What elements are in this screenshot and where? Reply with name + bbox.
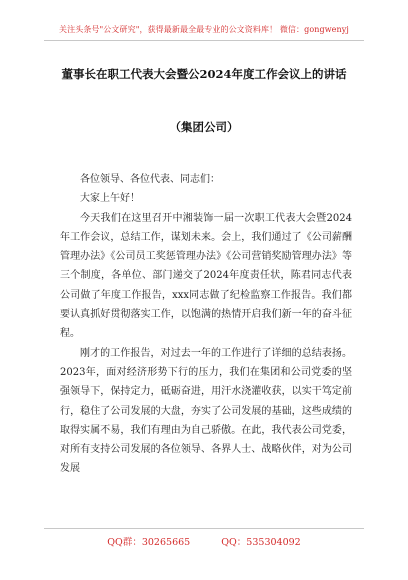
paragraph-greeting: 大家上午好！ — [80, 193, 140, 205]
paragraph-meeting-summary: 今天我们在这里召开中湘装饰一届一次职工代表大会暨2024年工作会议，总结工作，谋划未来。会上，我们通过了《公司薪酬管理办法》《公司员工奖惩管理办法》《公司营销奖励管理办法》等三个制度，各单位、部门递交了2024年度责任状，陈君同志代表公司做了年度工作报告，xxx同志做了纪检监察工作报告。我们都要认真抓好贯彻落实工作，以饱满的热情开启我们新一年的奋斗征程。 — [60, 212, 352, 340]
footer-divider — [44, 528, 364, 529]
paragraph-work-review: 刚才的工作报告，对过去一年的工作进行了详细的总结表扬。2023年，面对经济形势下行的压力，我们在集团和公司党委的坚强领导下，保持定力，砥砺奋进，用汗水浇灌收获，以实干笃定前行，稳住了公司发展的大盘，夯实了公司发展的基础，这些成绩的取得实属不易，我们有理由为自己骄傲。在此，我代表公司党委，对所有支持公司发展的各位领导、各界人士、战略伙伴，对为公司发展 — [60, 347, 352, 475]
header-banner: 关注头条号"公文研究"，获得最新最全最专业的公文资料库！ 微信：gongwenyj — [59, 25, 349, 34]
paragraph-salutation: 各位领导、各位代表、同志们： — [80, 174, 220, 185]
footer-qq-group: QQ群：30265665 — [107, 537, 191, 548]
footer-contact — [0, 534, 408, 548]
document-body — [60, 170, 352, 479]
header-divider — [44, 40, 364, 41]
document-subtitle: （集团公司） — [169, 120, 239, 134]
document-title: 董事长在职工代表大会暨公2024年度工作会议上的讲话 — [61, 67, 347, 81]
footer-qq: QQ：535304092 — [221, 537, 301, 548]
